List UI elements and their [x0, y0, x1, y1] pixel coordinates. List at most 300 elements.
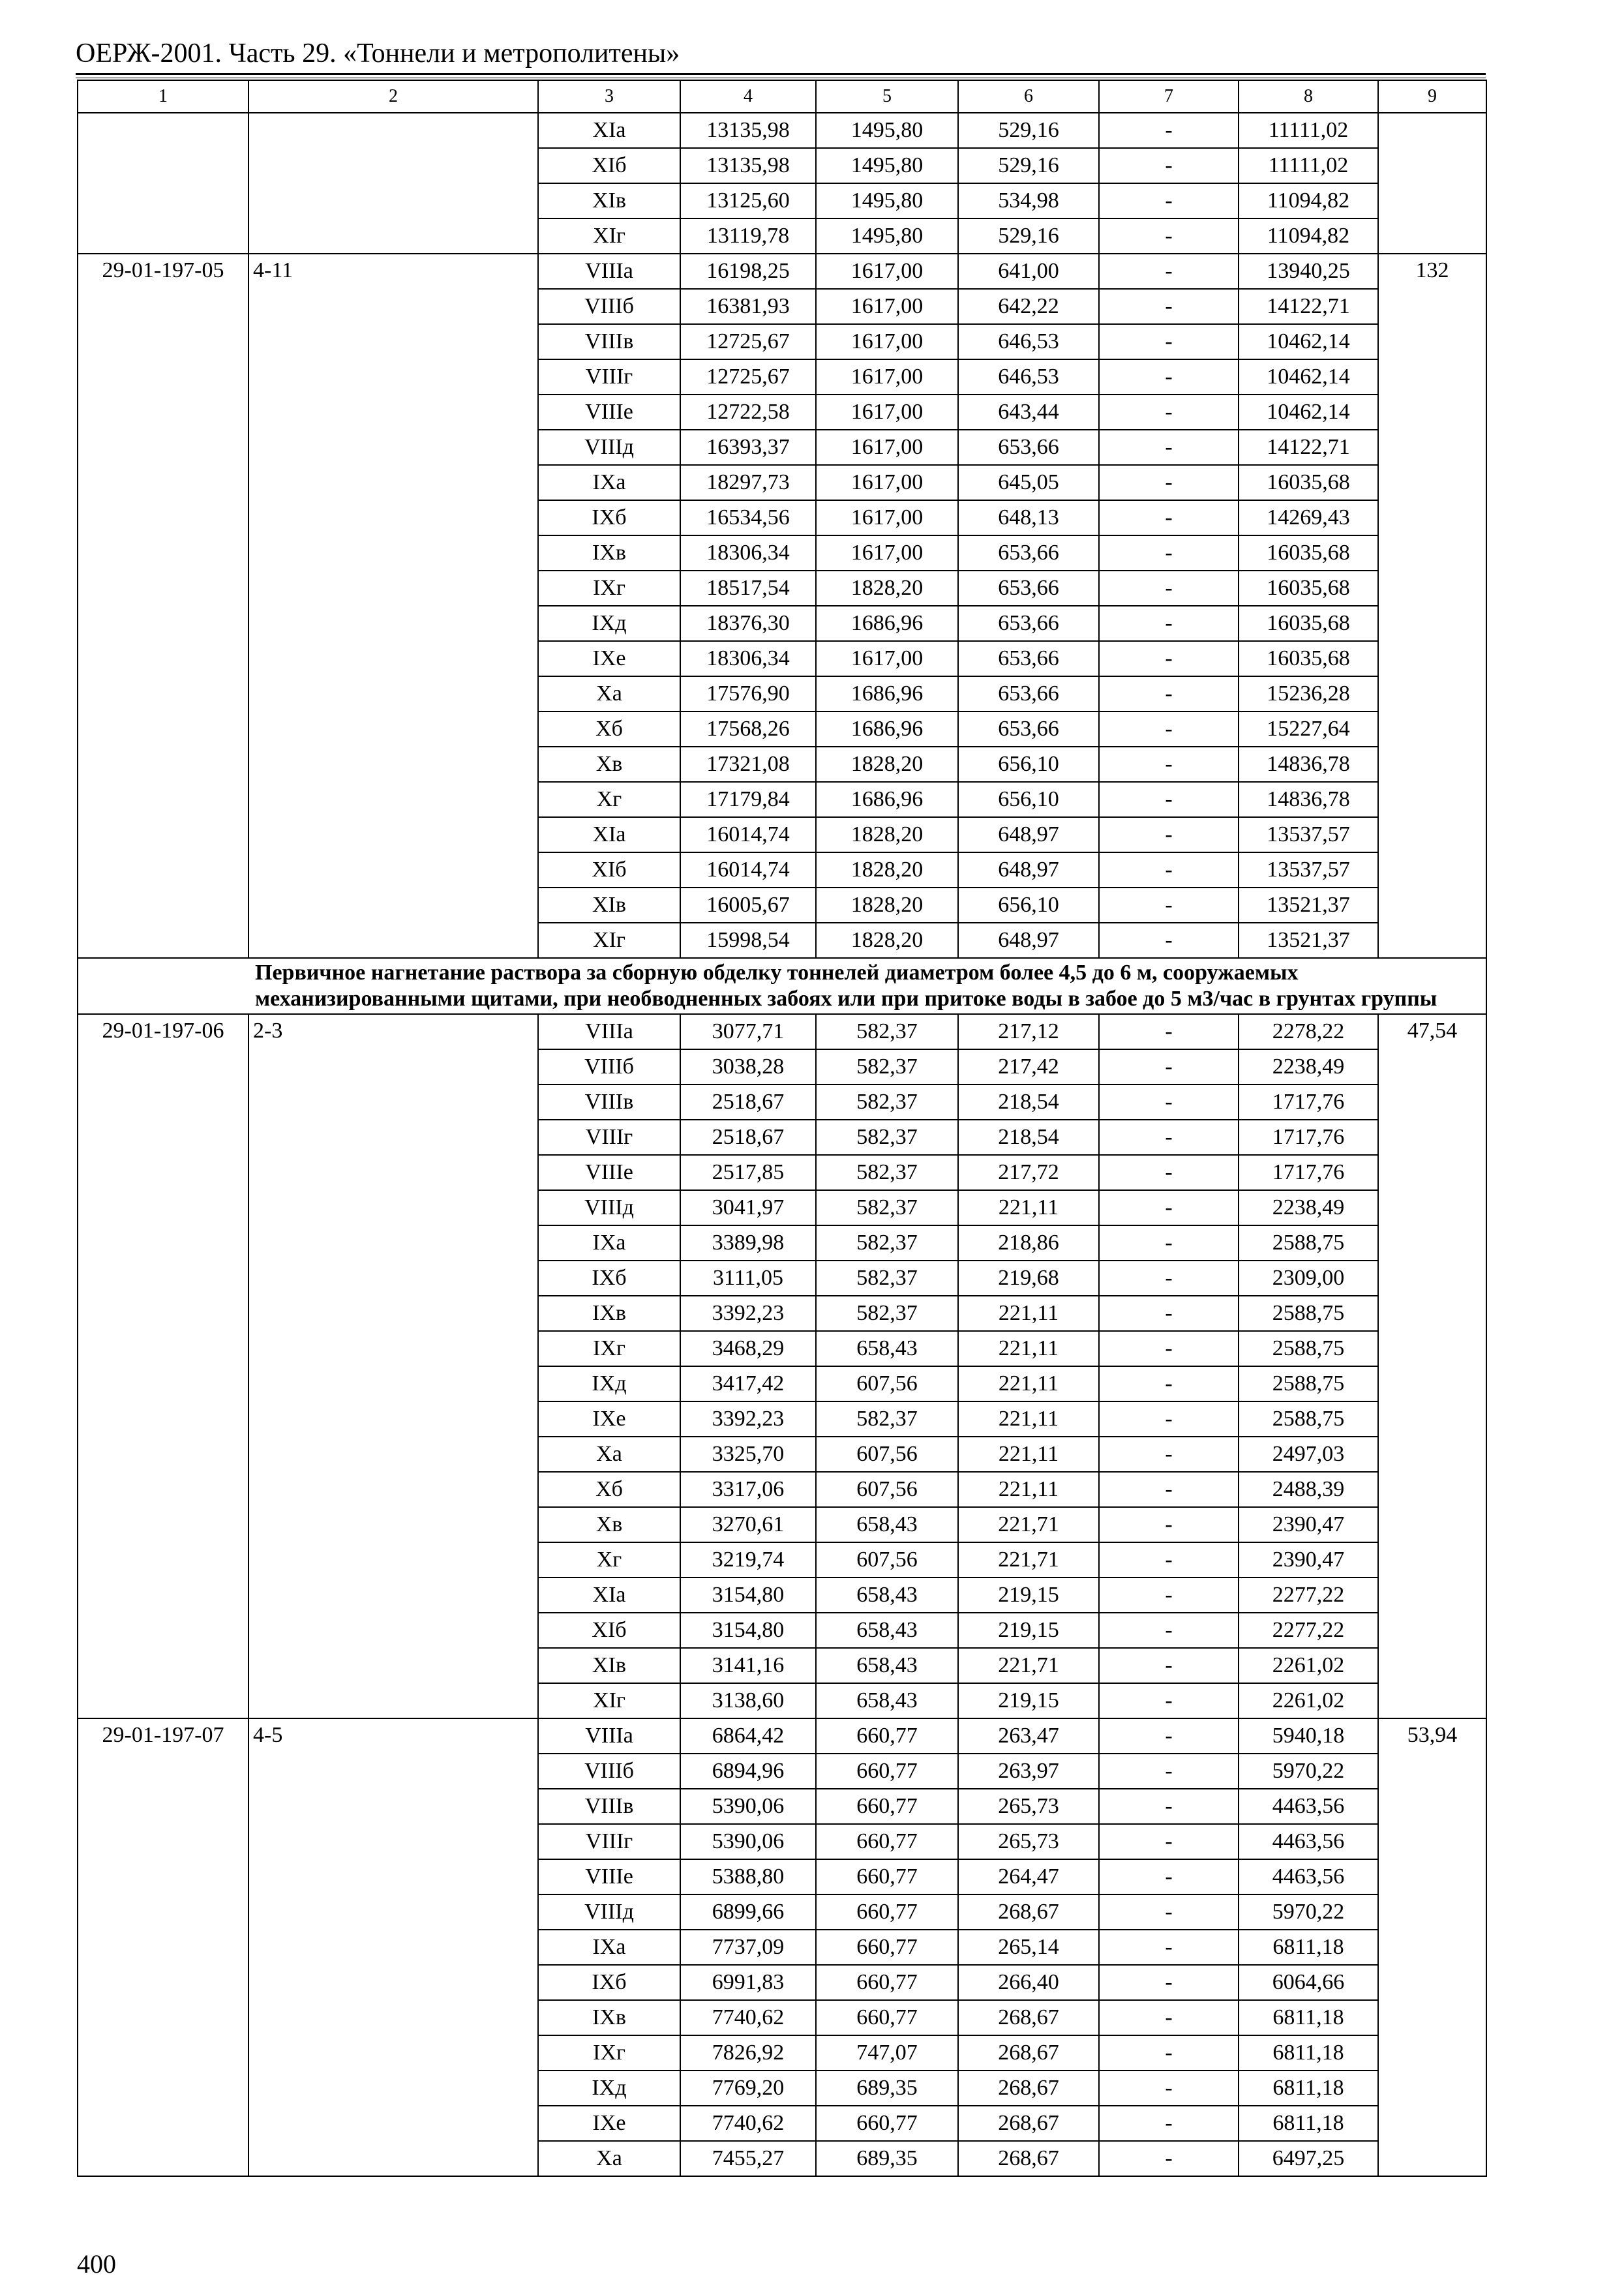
value-cell: 218,54 [958, 1085, 1099, 1120]
soil-group-cell: Xв [538, 747, 680, 782]
value-cell: - [1099, 1824, 1239, 1859]
value-cell: 7737,09 [680, 1930, 816, 1965]
value-cell: 660,77 [816, 1824, 958, 1859]
value-cell: - [1099, 324, 1239, 359]
value-cell: 660,77 [816, 1930, 958, 1965]
value-cell: - [1099, 218, 1239, 254]
value-cell: 5940,18 [1239, 1718, 1378, 1754]
value-cell: 221,11 [958, 1437, 1099, 1472]
value-cell: 13521,37 [1239, 888, 1378, 923]
value-cell: - [1099, 1225, 1239, 1261]
table-row [78, 1014, 1486, 1049]
norm-code: 29-01-197-06 [78, 1014, 248, 1718]
value-cell: - [1099, 1296, 1239, 1331]
value-cell: 656,10 [958, 747, 1099, 782]
value-cell: 1617,00 [816, 535, 958, 571]
value-cell: 7740,62 [680, 2106, 816, 2141]
value-cell: 219,15 [958, 1683, 1099, 1718]
soil-group-cell: IXв [538, 535, 680, 571]
value-cell: - [1099, 1472, 1239, 1507]
value-cell: 221,11 [958, 1296, 1099, 1331]
value-cell: - [1099, 113, 1239, 148]
value-cell: 7455,27 [680, 2141, 816, 2176]
page-title: ОЕРЖ-2001. Часть 29. «Тоннели и метрополитены» [76, 38, 680, 68]
value-cell: 6899,66 [680, 1894, 816, 1930]
soil-group-cell: IXе [538, 2106, 680, 2141]
labor-cost-cell [1378, 113, 1486, 254]
value-cell: 529,16 [958, 218, 1099, 254]
value-cell: 1617,00 [816, 641, 958, 676]
value-cell: 660,77 [816, 2000, 958, 2035]
value-cell: 16381,93 [680, 289, 816, 324]
value-cell: 643,44 [958, 395, 1099, 430]
value-cell: 217,72 [958, 1155, 1099, 1190]
value-cell: - [1099, 395, 1239, 430]
value-cell: 16014,74 [680, 852, 816, 888]
value-cell: 13125,60 [680, 183, 816, 218]
value-cell: 7740,62 [680, 2000, 816, 2035]
value-cell: 582,37 [816, 1049, 958, 1085]
value-cell: - [1099, 1683, 1239, 1718]
value-cell: 2277,22 [1239, 1613, 1378, 1648]
value-cell: 268,67 [958, 2000, 1099, 2035]
value-cell: - [1099, 1155, 1239, 1190]
value-cell: 1617,00 [816, 500, 958, 535]
value-cell: 3317,06 [680, 1472, 816, 1507]
soil-group-cell: IXа [538, 465, 680, 500]
value-cell: 268,67 [958, 2106, 1099, 2141]
value-cell: 16035,68 [1239, 606, 1378, 641]
value-cell: 16393,37 [680, 430, 816, 465]
value-cell: 268,67 [958, 2071, 1099, 2106]
soil-group-cell: VIIIв [538, 1085, 680, 1120]
value-cell: 18297,73 [680, 465, 816, 500]
value-cell: 1828,20 [816, 888, 958, 923]
soil-group-cell: IXа [538, 1930, 680, 1965]
worker-rate: 4-5 [248, 1718, 538, 2176]
value-cell: 263,47 [958, 1718, 1099, 1754]
column-number: 7 [1099, 80, 1239, 113]
soil-group-cell: XIа [538, 113, 680, 148]
value-cell: 16534,56 [680, 500, 816, 535]
value-cell: 4463,56 [1239, 1789, 1378, 1824]
soil-group-cell: VIIIг [538, 359, 680, 395]
value-cell: - [1099, 1366, 1239, 1401]
value-cell: - [1099, 782, 1239, 817]
value-cell: - [1099, 254, 1239, 289]
value-cell: - [1099, 430, 1239, 465]
value-cell: 2390,47 [1239, 1542, 1378, 1578]
value-cell: - [1099, 1648, 1239, 1683]
soil-group-cell: VIIIв [538, 1789, 680, 1824]
value-cell: - [1099, 1120, 1239, 1155]
soil-group-cell: VIIIг [538, 1824, 680, 1859]
value-cell: 16035,68 [1239, 535, 1378, 571]
value-cell: 3154,80 [680, 1613, 816, 1648]
column-number: 5 [816, 80, 958, 113]
value-cell: 1686,96 [816, 782, 958, 817]
value-cell: 5388,80 [680, 1859, 816, 1894]
value-cell: 582,37 [816, 1120, 958, 1155]
soil-group-cell: VIIIе [538, 395, 680, 430]
value-cell: 13135,98 [680, 148, 816, 183]
value-cell: 1828,20 [816, 852, 958, 888]
value-cell: 6864,42 [680, 1718, 816, 1754]
soil-group-cell: Xв [538, 1507, 680, 1542]
value-cell: 660,77 [816, 2106, 958, 2141]
value-cell: 15236,28 [1239, 676, 1378, 711]
value-cell: 263,97 [958, 1754, 1099, 1789]
value-cell: 10462,14 [1239, 359, 1378, 395]
soil-group-cell: Xа [538, 676, 680, 711]
value-cell: 18517,54 [680, 571, 816, 606]
value-cell: 3392,23 [680, 1296, 816, 1331]
value-cell: - [1099, 359, 1239, 395]
soil-group-cell: Xб [538, 711, 680, 747]
value-cell: 2518,67 [680, 1085, 816, 1120]
value-cell: 13940,25 [1239, 254, 1378, 289]
value-cell: 217,42 [958, 1049, 1099, 1085]
value-cell: 219,15 [958, 1613, 1099, 1648]
value-cell: 646,53 [958, 359, 1099, 395]
value-cell: 268,67 [958, 2141, 1099, 2176]
value-cell: 14836,78 [1239, 747, 1378, 782]
soil-group-cell: VIIIд [538, 1190, 680, 1225]
value-cell: 2277,22 [1239, 1578, 1378, 1613]
value-cell: 648,97 [958, 923, 1099, 958]
value-cell: 660,77 [816, 1859, 958, 1894]
column-number: 9 [1378, 80, 1486, 113]
value-cell: 1495,80 [816, 183, 958, 218]
value-cell: 658,43 [816, 1331, 958, 1366]
soil-group-cell: XIа [538, 1578, 680, 1613]
value-cell: 10462,14 [1239, 395, 1378, 430]
column-number: 2 [248, 80, 538, 113]
value-cell: 2488,39 [1239, 1472, 1378, 1507]
value-cell: - [1099, 1894, 1239, 1930]
soil-group-cell: XIб [538, 148, 680, 183]
value-cell: 5970,22 [1239, 1754, 1378, 1789]
value-cell: 265,73 [958, 1824, 1099, 1859]
value-cell: 221,11 [958, 1331, 1099, 1366]
value-cell: 3077,71 [680, 1014, 816, 1049]
column-number: 3 [538, 80, 680, 113]
soil-group-cell: XIг [538, 1683, 680, 1718]
value-cell: 1617,00 [816, 289, 958, 324]
value-cell: - [1099, 1965, 1239, 2000]
table-row [78, 1718, 1486, 1754]
soil-group-cell: VIIIа [538, 1014, 680, 1049]
value-cell: 5970,22 [1239, 1894, 1378, 1930]
value-cell: 16035,68 [1239, 571, 1378, 606]
soil-group-cell: IXб [538, 1261, 680, 1296]
table-row [78, 113, 1486, 148]
value-cell: 1495,80 [816, 218, 958, 254]
soil-group-cell: XIв [538, 183, 680, 218]
value-cell: 660,77 [816, 1754, 958, 1789]
value-cell: 642,22 [958, 289, 1099, 324]
value-cell: 3270,61 [680, 1507, 816, 1542]
value-cell: 3219,74 [680, 1542, 816, 1578]
value-cell: 641,00 [958, 254, 1099, 289]
value-cell: 658,43 [816, 1648, 958, 1683]
value-cell: 607,56 [816, 1542, 958, 1578]
value-cell: 2497,03 [1239, 1437, 1378, 1472]
value-cell: 648,13 [958, 500, 1099, 535]
value-cell: 1717,76 [1239, 1120, 1378, 1155]
value-cell: - [1099, 641, 1239, 676]
value-cell: 660,77 [816, 1894, 958, 1930]
soil-group-cell: VIIIб [538, 289, 680, 324]
value-cell: 17321,08 [680, 747, 816, 782]
value-cell: 221,71 [958, 1507, 1099, 1542]
value-cell: 14269,43 [1239, 500, 1378, 535]
value-cell: 11094,82 [1239, 183, 1378, 218]
value-cell: - [1099, 676, 1239, 711]
section-heading: Первичное нагнетание раствора за сборную обделку тоннелей диаметром более 4,5 до 6 м, сооружаемых механизированными щитами, при необводненных забоях или при притоке воды в забое до 5 м3/час в грунтах группы [248, 958, 1486, 1014]
value-cell: 3038,28 [680, 1049, 816, 1085]
value-cell: - [1099, 1613, 1239, 1648]
value-cell: 6894,96 [680, 1754, 816, 1789]
value-cell: - [1099, 1507, 1239, 1542]
value-cell: 10462,14 [1239, 324, 1378, 359]
soil-group-cell: IXа [538, 1225, 680, 1261]
value-cell: - [1099, 1930, 1239, 1965]
value-cell: - [1099, 1754, 1239, 1789]
value-cell: 6811,18 [1239, 2106, 1378, 2141]
value-cell: 16198,25 [680, 254, 816, 289]
value-cell: 2588,75 [1239, 1296, 1378, 1331]
soil-group-cell: VIIIд [538, 1894, 680, 1930]
value-cell: 17179,84 [680, 782, 816, 817]
value-cell: 607,56 [816, 1366, 958, 1401]
value-cell: 221,11 [958, 1472, 1099, 1507]
value-cell: 1828,20 [816, 923, 958, 958]
value-cell: 3325,70 [680, 1437, 816, 1472]
value-cell: - [1099, 747, 1239, 782]
value-cell: 11111,02 [1239, 148, 1378, 183]
value-cell: 268,67 [958, 1894, 1099, 1930]
value-cell: - [1099, 1542, 1239, 1578]
column-number: 8 [1239, 80, 1378, 113]
labor-cost-cell: 53,94 [1378, 1718, 1486, 2176]
value-cell: 3417,42 [680, 1366, 816, 1401]
soil-group-cell: Xг [538, 782, 680, 817]
value-cell: 747,07 [816, 2035, 958, 2071]
norm-code: 29-01-197-07 [78, 1718, 248, 2176]
value-cell: 1617,00 [816, 324, 958, 359]
value-cell: - [1099, 2000, 1239, 2035]
value-cell: 6811,18 [1239, 2071, 1378, 2106]
value-cell: 6811,18 [1239, 1930, 1378, 1965]
value-cell: 1495,80 [816, 148, 958, 183]
value-cell: 529,16 [958, 113, 1099, 148]
worker-rate: 4-11 [248, 254, 538, 958]
value-cell: 582,37 [816, 1155, 958, 1190]
value-cell: 2261,02 [1239, 1648, 1378, 1683]
value-cell: 607,56 [816, 1472, 958, 1507]
value-cell: 3138,60 [680, 1683, 816, 1718]
soil-group-cell: IXб [538, 500, 680, 535]
column-number: 1 [78, 80, 248, 113]
value-cell: 1686,96 [816, 606, 958, 641]
value-cell: 3468,29 [680, 1331, 816, 1366]
value-cell: 16035,68 [1239, 465, 1378, 500]
value-cell: - [1099, 1437, 1239, 1472]
value-cell: - [1099, 1859, 1239, 1894]
value-cell: 1617,00 [816, 254, 958, 289]
value-cell: 17576,90 [680, 676, 816, 711]
value-cell: 3041,97 [680, 1190, 816, 1225]
soil-group-cell: VIIIв [538, 324, 680, 359]
value-cell: 656,10 [958, 782, 1099, 817]
soil-group-cell: IXе [538, 1401, 680, 1437]
value-cell: 660,77 [816, 1789, 958, 1824]
value-cell: 14122,71 [1239, 430, 1378, 465]
soil-group-cell: IXд [538, 606, 680, 641]
value-cell: 582,37 [816, 1085, 958, 1120]
value-cell: 219,15 [958, 1578, 1099, 1613]
value-cell: 221,11 [958, 1190, 1099, 1225]
value-cell: 13119,78 [680, 218, 816, 254]
value-cell: - [1099, 2106, 1239, 2141]
value-cell: 607,56 [816, 1437, 958, 1472]
value-cell: - [1099, 1014, 1239, 1049]
value-cell: - [1099, 1049, 1239, 1085]
value-cell: 268,67 [958, 2035, 1099, 2071]
value-cell: 12722,58 [680, 395, 816, 430]
value-cell: - [1099, 817, 1239, 852]
value-cell: 13135,98 [680, 113, 816, 148]
value-cell: 1686,96 [816, 711, 958, 747]
value-cell: 3111,05 [680, 1261, 816, 1296]
value-cell: 2390,47 [1239, 1507, 1378, 1542]
value-cell: - [1099, 148, 1239, 183]
section-heading-row [78, 958, 1486, 1014]
value-cell: 653,66 [958, 711, 1099, 747]
value-cell: 689,35 [816, 2141, 958, 2176]
page-number: 400 [77, 2249, 116, 2279]
value-cell: 1617,00 [816, 395, 958, 430]
value-cell: 13537,57 [1239, 852, 1378, 888]
value-cell: 2278,22 [1239, 1014, 1378, 1049]
value-cell: - [1099, 1331, 1239, 1366]
soil-group-cell: IXг [538, 1331, 680, 1366]
value-cell: 218,54 [958, 1120, 1099, 1155]
soil-group-cell: XIв [538, 888, 680, 923]
value-cell: 17568,26 [680, 711, 816, 747]
value-cell: 11094,82 [1239, 218, 1378, 254]
value-cell: - [1099, 289, 1239, 324]
value-cell: - [1099, 1718, 1239, 1754]
value-cell: 16014,74 [680, 817, 816, 852]
value-cell: 18306,34 [680, 535, 816, 571]
value-cell: 534,98 [958, 183, 1099, 218]
value-cell: - [1099, 1578, 1239, 1613]
value-cell: 689,35 [816, 2071, 958, 2106]
value-cell: 3389,98 [680, 1225, 816, 1261]
value-cell: 1686,96 [816, 676, 958, 711]
worker-rate: 2-3 [248, 1014, 538, 1718]
column-number-row [78, 80, 1486, 113]
soil-group-cell: XIб [538, 1613, 680, 1648]
value-cell: - [1099, 2035, 1239, 2071]
column-number: 6 [958, 80, 1099, 113]
value-cell: 18306,34 [680, 641, 816, 676]
soil-group-cell: IXг [538, 2035, 680, 2071]
soil-group-cell: Xа [538, 2141, 680, 2176]
value-cell: 218,86 [958, 1225, 1099, 1261]
value-cell: 2238,49 [1239, 1190, 1378, 1225]
value-cell: 5390,06 [680, 1789, 816, 1824]
value-cell: 221,11 [958, 1366, 1099, 1401]
value-cell: 217,12 [958, 1014, 1099, 1049]
soil-group-cell: VIIIа [538, 1718, 680, 1754]
value-cell: - [1099, 535, 1239, 571]
value-cell: 582,37 [816, 1014, 958, 1049]
value-cell: 1828,20 [816, 571, 958, 606]
soil-group-cell: VIIIе [538, 1859, 680, 1894]
value-cell: 6064,66 [1239, 1965, 1378, 2000]
value-cell: 653,66 [958, 676, 1099, 711]
value-cell: 16005,67 [680, 888, 816, 923]
value-cell: 265,73 [958, 1789, 1099, 1824]
value-cell: - [1099, 500, 1239, 535]
value-cell: - [1099, 1261, 1239, 1296]
value-cell: - [1099, 711, 1239, 747]
value-cell: 13521,37 [1239, 923, 1378, 958]
value-cell: 582,37 [816, 1190, 958, 1225]
soil-group-cell: Xа [538, 1437, 680, 1472]
value-cell: 658,43 [816, 1578, 958, 1613]
heading-spacer [78, 958, 248, 1014]
value-cell: - [1099, 465, 1239, 500]
soil-group-cell: IXв [538, 2000, 680, 2035]
value-cell: - [1099, 2141, 1239, 2176]
value-cell: - [1099, 923, 1239, 958]
soil-group-cell: VIIIг [538, 1120, 680, 1155]
worker-rate [248, 113, 538, 254]
soil-group-cell: IXд [538, 2071, 680, 2106]
value-cell: 11111,02 [1239, 113, 1378, 148]
value-cell: - [1099, 1401, 1239, 1437]
value-cell: - [1099, 1789, 1239, 1824]
labor-cost-cell: 132 [1378, 254, 1486, 958]
soil-group-cell: Xг [538, 1542, 680, 1578]
value-cell: - [1099, 1085, 1239, 1120]
value-cell: 653,66 [958, 571, 1099, 606]
value-cell: 582,37 [816, 1401, 958, 1437]
value-cell: 12725,67 [680, 324, 816, 359]
value-cell: 1828,20 [816, 747, 958, 782]
value-cell: 582,37 [816, 1296, 958, 1331]
value-cell: 221,71 [958, 1542, 1099, 1578]
value-cell: - [1099, 183, 1239, 218]
value-cell: 4463,56 [1239, 1824, 1378, 1859]
value-cell: 6811,18 [1239, 2035, 1378, 2071]
value-cell: 2261,02 [1239, 1683, 1378, 1718]
value-cell: 529,16 [958, 148, 1099, 183]
value-cell: 653,66 [958, 430, 1099, 465]
value-cell: 648,97 [958, 817, 1099, 852]
labor-cost-cell: 47,54 [1378, 1014, 1486, 1718]
norm-code [78, 113, 248, 254]
value-cell: 221,71 [958, 1648, 1099, 1683]
value-cell: 1617,00 [816, 430, 958, 465]
value-cell: 646,53 [958, 324, 1099, 359]
soil-group-cell: XIг [538, 923, 680, 958]
soil-group-cell: Xб [538, 1472, 680, 1507]
